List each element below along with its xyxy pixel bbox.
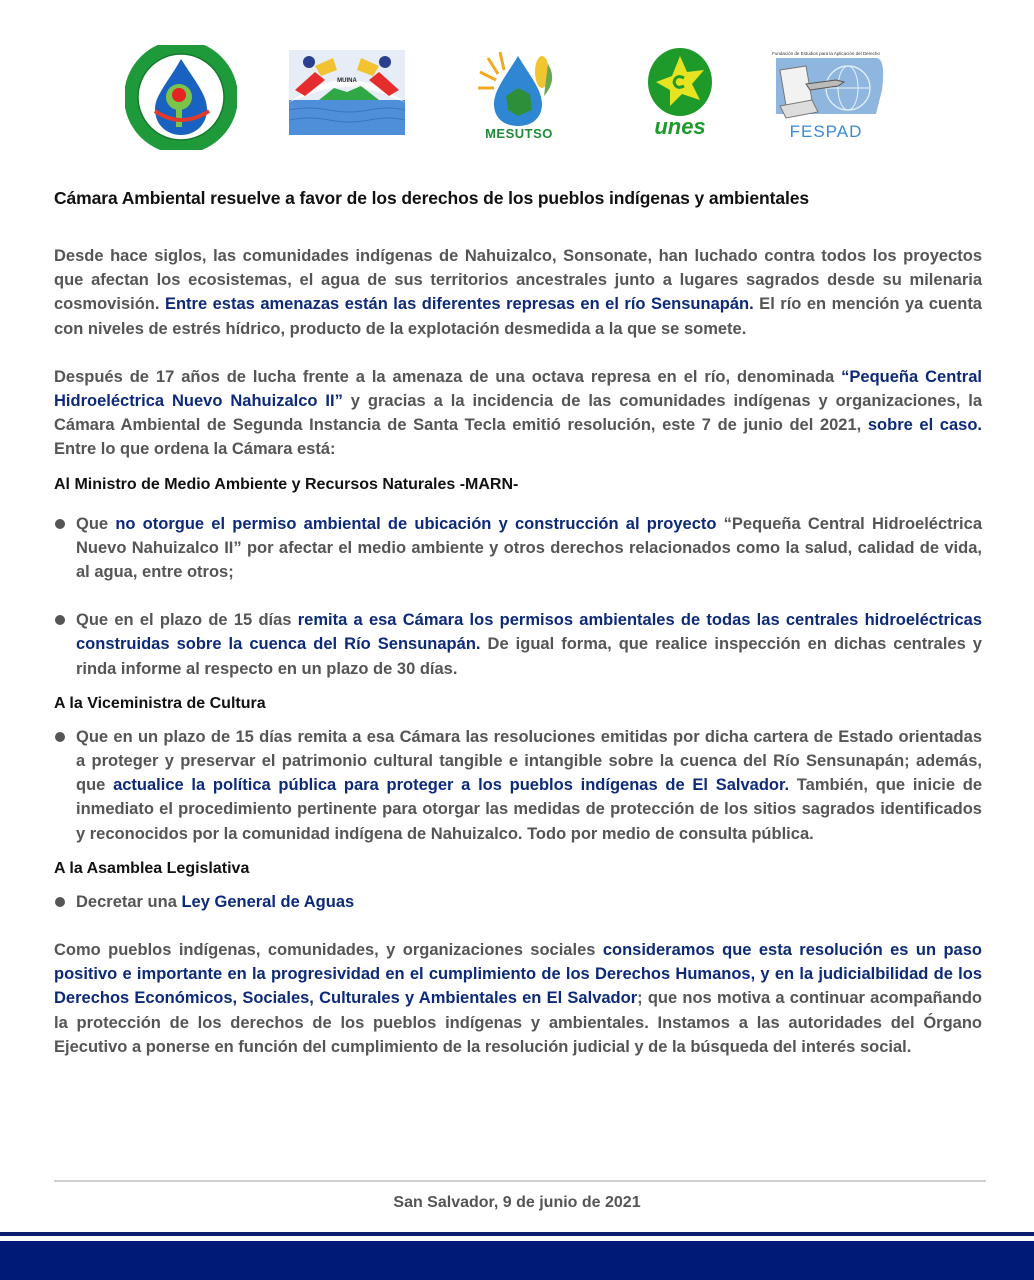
document-body	[54, 244, 982, 1059]
unes-logo	[640, 48, 720, 140]
text-run: y gracias a la incidencia de las comunidades indígenas y organizaciones, la Cámara Ambiental de Segunda Instancia de Santa Tecla emitió resolución, este 7 de junio del 2021,	[54, 392, 983, 435]
text-run: Como pueblos indígenas, comunidades, y organizaciones sociales	[54, 941, 603, 960]
text-run: El río en mención ya cuenta con niveles de estrés hídrico, producto de la explotación desmedida a la que se somete.	[54, 295, 982, 338]
text-run: ; que nos motiva a continuar acompañando la protección de los derechos de los pueblos indígenas y ambientales. Instamos a las autoridades del Órgano Ejecutivo a ponerse en función del cumplimiento de la resolución judicial y de la búsqueda del interés social.	[54, 989, 983, 1056]
section-heading-cultura: A la Viceministra de Cultura	[54, 694, 266, 712]
list-item	[54, 890, 982, 914]
muina-logo	[289, 50, 405, 135]
highlighted-text: consideramos que esta resolución es un paso positivo e importante en la progresividad en el cumplimiento de los Derechos Humanos, y en la judicialbilidad de los Derechos Económicos, Sociales, Culturales y Ambientales en El Salvador	[54, 941, 982, 1008]
section-heading-asamblea: A la Asamblea Legislativa	[54, 859, 250, 877]
text-run: De igual forma, que realice inspección en dichas centrales y rinda informe al respecto en un plazo de 30 días.	[76, 635, 982, 678]
footer-band-thin	[0, 1232, 1034, 1236]
text-run: También, que inicie de inmediato el procedimiento pertinente para otorgar las medidas de protección de los sitios sagrados identificados y reconocidos por la comunidad indígena de Nahuizalco. Todo por medio de consulta pública.	[76, 776, 982, 843]
highlighted-text: “Pequeña Central Hidroeléctrica Nuevo Nahuizalco II”	[54, 367, 982, 411]
highlighted-text: no otorgue el permiso ambiental de ubicación y construcción al proyecto	[115, 514, 717, 533]
mesutso-label: MESUTSO	[485, 126, 553, 141]
highlighted-text: Entre estas amenazas están las diferentes represas en el río Sensunapán.	[164, 295, 754, 314]
bullet-icon	[55, 519, 65, 529]
divider	[54, 1180, 986, 1182]
footer-band	[0, 1241, 1034, 1280]
logo-strip	[0, 40, 1034, 155]
cultura-orders-list	[54, 725, 982, 846]
asamblea-orders-list	[54, 890, 982, 914]
bullet-icon	[55, 897, 65, 907]
page-title: Cámara Ambiental resuelve a favor de los derechos de los pueblos indígenas y ambientales	[54, 188, 809, 208]
intro-paragraph	[54, 244, 982, 341]
context-paragraph	[54, 365, 982, 462]
text-run: Entre lo que ordena la Cámara está:	[54, 440, 336, 459]
text-run: Decretar una	[76, 892, 182, 911]
fespad-logo	[766, 50, 886, 142]
highlighted-text: actualice la política pública para proteger a los pueblos indígenas de El Salvador.	[113, 776, 790, 795]
text-run: Que	[76, 514, 116, 533]
signoff-date-place: San Salvador, 9 de junio de 2021	[393, 1194, 641, 1211]
marn-orders-list	[54, 512, 982, 681]
highlighted-text: Ley General de Aguas	[181, 892, 355, 911]
highlighted-text: remita a esa Cámara los permisos ambientales de todas las centrales hidroeléctricas construidas sobre la cuenca del Río Sensunapán.	[76, 611, 982, 654]
unes-label: unes	[654, 114, 706, 139]
list-item	[54, 608, 982, 681]
text-run: Que en el plazo de 15 días	[76, 611, 298, 630]
text-run: Después de 17 años de lucha frente a la amenaza de una octava represa en el río, denominada	[54, 367, 842, 386]
closing-paragraph	[54, 938, 982, 1059]
list-item	[54, 512, 982, 585]
bullet-icon	[55, 615, 65, 625]
fespad-label: FESPAD	[789, 122, 863, 141]
fespad-top-text: Fundación de Estudios para la Aplicación del Derecho	[772, 51, 880, 56]
mesutso-logo	[478, 50, 560, 142]
comite-indigena-logo	[125, 45, 237, 150]
muina-label: MUINA	[337, 78, 357, 84]
bullet-icon	[55, 732, 65, 742]
text-run: Que en un plazo de 15 días remita a esa Cámara las resoluciones emitidas por dicha cartera de Estado orientadas a proteger y preservar el patrimonio cultural tangible e intangible sobre la cuenca del Río Sensunapán; además, que	[76, 727, 982, 795]
section-heading-marn: Al Ministro de Medio Ambiente y Recursos Naturales -MARN-	[54, 475, 519, 493]
text-run: Desde hace siglos, las comunidades indígenas de Nahuizalco, Sonsonate, han luchado contra todos los proyectos que afectan los ecosistemas, el agua de sus territorios ancestrales junto a lugares sagrados desde su milenaria cosmovisión.	[54, 247, 982, 314]
highlighted-text: sobre el caso.	[867, 416, 982, 435]
list-item	[54, 725, 982, 846]
text-run: “Pequeña Central Hidroeléctrica Nuevo Nahuizalco II” por afectar el medio ambiente y otros derechos relacionados como la salud, calidad de vida, al agua, entre otros;	[76, 514, 982, 582]
